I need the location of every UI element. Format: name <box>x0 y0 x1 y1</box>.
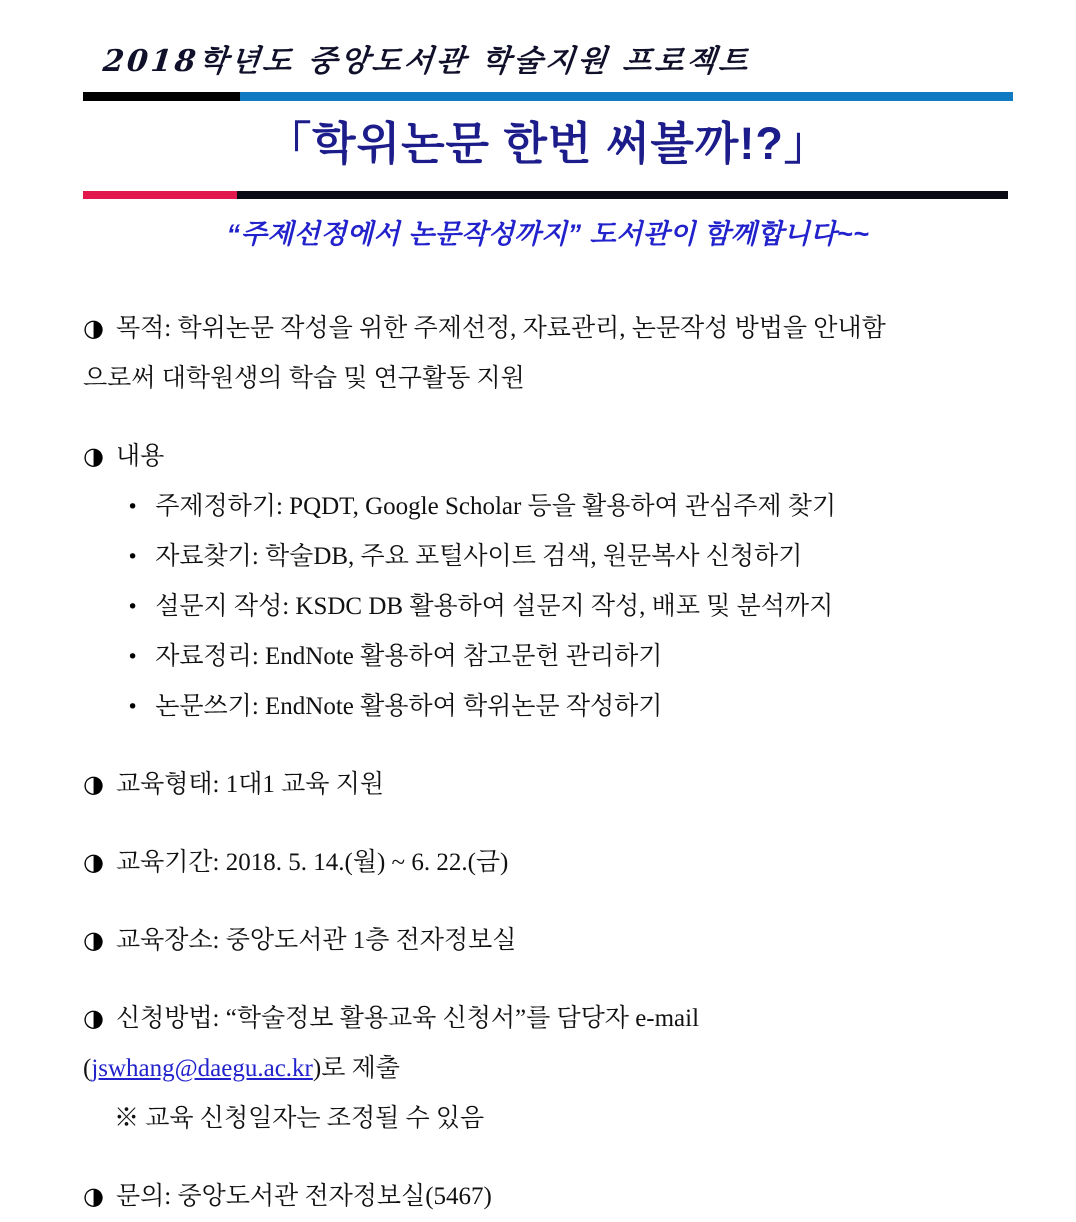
announcement-body <box>83 303 1016 1222</box>
half-circle-bullet-icon: ◑ <box>83 1182 104 1210</box>
half-circle-bullet-icon: ◑ <box>83 848 104 876</box>
content-list-item <box>83 532 1016 582</box>
project-header-script: 2018학년도 중앙도서관 학술지원 프로젝트 <box>101 44 753 79</box>
contact-section <box>83 1171 1016 1222</box>
format-section <box>83 759 1016 810</box>
page-subtitle: “주제선정에서 논문작성까지” 도서관이 함께합니다~~ <box>226 219 870 249</box>
purpose-section <box>83 303 1016 404</box>
apply-submit-text: )로 제출 <box>312 1055 400 1082</box>
content-list-item <box>83 682 1016 732</box>
content-heading: 내용 <box>115 443 165 470</box>
place-text: 교육장소: 중앙도서관 1층 전자정보실 <box>115 927 517 954</box>
period-text: 교육기간: 2018. 5. 14.(월) ~ 6. 22.(금) <box>115 849 509 876</box>
dot-bullet-icon: • <box>127 546 139 568</box>
contact-text: 문의: 중앙도서관 전자정보실(5467) <box>115 1183 492 1210</box>
content-item-text: 자료찾기: 학술DB, 주요 포털사이트 검색, 원문복사 신청하기 <box>155 543 803 570</box>
purpose-text-line2: 으로써 대학원생의 학습 및 연구활동 지원 <box>83 365 525 392</box>
apply-section <box>83 993 1016 1144</box>
content-item-text: 설문지 작성: KSDC DB 활용하여 설문지 작성, 배포 및 분석까지 <box>155 593 834 620</box>
email-link[interactable]: jswhang@daegu.ac.kr <box>91 1055 313 1082</box>
rule-blue-segment <box>240 92 1013 101</box>
purpose-text-line1: 목적: 학위논문 작성을 위한 주제선정, 자료관리, 논문작성 방법을 안내함 <box>115 315 886 342</box>
title-divider-rule <box>83 191 1008 199</box>
header-divider-rule <box>83 92 1013 101</box>
rule-red-segment <box>83 191 237 199</box>
content-list-item <box>83 482 1016 532</box>
dot-bullet-icon: • <box>127 696 139 718</box>
content-item-text: 주제정하기: PQDT, Google Scholar 등을 활용하여 관심주제 찾기 <box>155 493 837 520</box>
format-text: 교육형태: 1대1 교육 지원 <box>115 771 384 798</box>
content-item-text: 자료정리: EndNote 활용하여 참고문헌 관리하기 <box>155 643 663 670</box>
half-circle-bullet-icon: ◑ <box>83 314 104 342</box>
period-section <box>83 837 1016 888</box>
page-title: 「학위논문 한번 써볼까!?」 <box>266 118 830 169</box>
paren-open: ( <box>83 1055 92 1082</box>
apply-method-text: 신청방법: “학술정보 활용교육 신청서”를 담당자 e-mail <box>115 1005 700 1032</box>
apply-note-text: ※ 교육 신청일자는 조정될 수 있음 <box>114 1105 485 1132</box>
rule-black-segment <box>83 92 240 101</box>
content-list-item <box>83 632 1016 682</box>
rule-black-segment <box>237 191 1008 199</box>
half-circle-bullet-icon: ◑ <box>83 770 104 798</box>
dot-bullet-icon: • <box>127 596 139 618</box>
dot-bullet-icon: • <box>127 646 139 668</box>
half-circle-bullet-icon: ◑ <box>83 926 104 954</box>
half-circle-bullet-icon: ◑ <box>83 442 104 470</box>
content-list-item <box>83 582 1016 632</box>
content-section <box>83 431 1016 732</box>
dot-bullet-icon: • <box>127 496 139 518</box>
half-circle-bullet-icon: ◑ <box>83 1004 104 1032</box>
content-item-text: 논문쓰기: EndNote 활용하여 학위논문 작성하기 <box>155 693 663 720</box>
place-section <box>83 915 1016 966</box>
